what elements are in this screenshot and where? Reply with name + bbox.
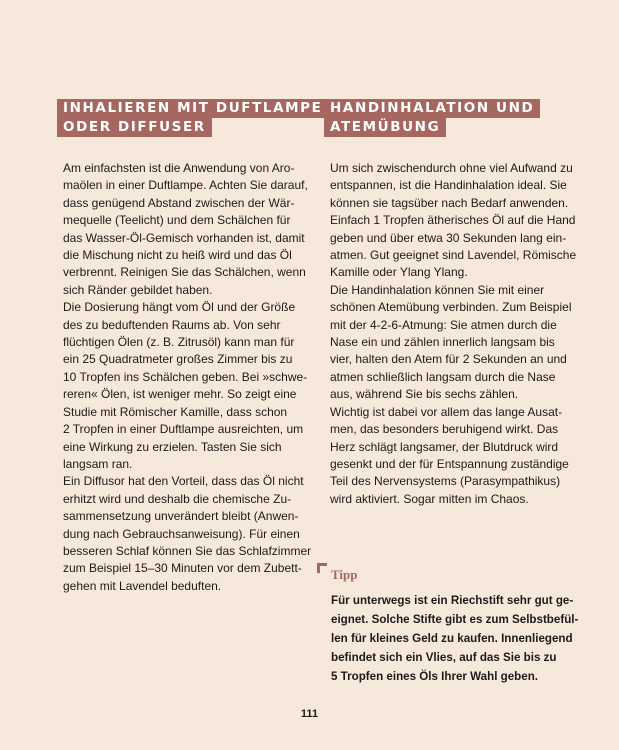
text-line: schönen Atemübung verbinden. Zum Beispiel	[330, 300, 572, 315]
text-line: Am einfachsten ist die Anwendung von Aro-	[63, 161, 295, 175]
text-line: ein 25 Quadratmeter großes Zimmer bis zu	[63, 352, 293, 367]
text-line: das Wasser-Öl-Gemisch vorhanden ist, damit	[63, 230, 305, 245]
text-line: atmen. Gut geeignet sind Lavendel, Römische	[330, 248, 577, 263]
text-line: reren« Ölen, ist weniger mehr. So zeigt eine	[63, 387, 297, 402]
right-heading-line-1: HANDINHALATION UND	[324, 99, 540, 118]
text-line: 2 Tropfen in einer Duftlampe ausreichten, um	[63, 422, 304, 437]
text-line: können sie tagsüber nach Bedarf anwenden.	[330, 195, 569, 210]
text-line: Um sich zwischendurch ohne viel Aufwand zu	[330, 161, 573, 175]
text-line: sich Ränder gebildet haben.	[63, 282, 213, 297]
text-line: gehen mit Lavendel beduften.	[63, 578, 222, 593]
text-line: Die Dosierung hängt vom Öl und der Größe	[63, 300, 296, 315]
left-column-text	[63, 160, 311, 595]
tipp-box-text	[331, 591, 578, 686]
left-section-heading	[57, 99, 329, 137]
text-line: atmen schließlich langsam durch die Nase	[330, 369, 556, 384]
text-line: 10 Tropfen ins Schälchen geben. Bei »schwe-	[63, 369, 308, 384]
text-line: geben und über etwa 30 Sekunden lang ein-	[330, 230, 567, 245]
left-heading-line-1: INHALIEREN MIT DUFTLAMPE	[57, 99, 329, 118]
text-line: dung nach Gebrauchsanweisung). Für einen	[63, 526, 300, 541]
text-line: eine Wirkung zu erzielen. Tasten Sie sich	[63, 439, 282, 454]
text-line: aus, während Sie bis sechs zählen.	[330, 387, 519, 402]
text-line: mit der 4-2-6-Atmung: Sie atmen durch die	[330, 317, 557, 332]
left-heading-line-2: ODER DIFFUSER	[57, 118, 212, 137]
tipp-corner-mark	[317, 563, 327, 573]
text-line: des zu beduftenden Raums ab. Von sehr	[63, 317, 281, 332]
text-line: men, das besonders beruhigend wirkt. Das	[330, 422, 559, 437]
right-section-heading	[324, 99, 540, 137]
text-line: vier, halten den Atem für 2 Sekunden an und	[330, 352, 567, 367]
text-line: sammensetzung unverändert bleibt (Anwen-	[63, 509, 299, 524]
text-line: Wichtig ist dabei vor allem das lange Ausat-	[330, 404, 563, 419]
text-line: Nase ein und zählen innerlich langsam bis	[330, 335, 555, 350]
tipp-line: eignet. Solche Stifte gibt es zum Selbstbefül-	[331, 613, 579, 626]
text-line: langsam ran.	[63, 456, 133, 471]
text-line: zum Beispiel 15–30 Minuten vor dem Zubett-	[63, 561, 302, 576]
text-line: Ein Diffusor hat den Vorteil, dass das Öl nicht	[63, 474, 304, 489]
text-line: Teil des Nervensystems (Parasympathikus)	[330, 474, 561, 489]
tipp-line: 5 Tropfen eines Öls Ihrer Wahl geben.	[331, 670, 539, 683]
right-column-text	[330, 160, 576, 508]
text-line: flüchtigen Ölen (z. B. Zitrusöl) kann man für	[63, 335, 295, 350]
text-line: besseren Schlaf können Sie das Schlafzimmer	[63, 543, 312, 558]
tipp-line: befindet sich ein Vlies, auf das Sie bis zu	[331, 651, 557, 664]
text-line: Einfach 1 Tropfen ätherisches Öl auf die Hand	[330, 213, 576, 228]
text-line: maölen in einer Duftlampe. Achten Sie darauf,	[63, 178, 308, 193]
text-line: verbrennt. Reinigen Sie das Schälchen, wenn	[63, 265, 306, 280]
text-line: entspannen, ist die Handinhalation ideal. Sie	[330, 178, 567, 193]
text-line: Die Handinhalation können Sie mit einer	[330, 282, 545, 297]
page-number: 111	[300, 708, 319, 720]
tipp-title: Tipp	[331, 567, 358, 582]
text-line: Studie mit Römischer Kamille, dass schon	[63, 404, 288, 419]
text-line: mequelle (Teelicht) und dem Schälchen für	[63, 213, 291, 228]
text-line: dass genügend Abstand zwischen der Wär-	[63, 195, 295, 210]
tipp-line: Für unterwegs ist ein Riechstift sehr gut ge-	[331, 594, 574, 607]
right-heading-line-2: ATEMÜBUNG	[324, 118, 446, 137]
text-line: Herz schlägt langsamer, der Blutdruck wird	[330, 439, 559, 454]
tipp-line: len für kleines Geld zu kaufen. Innenliegend	[331, 632, 573, 645]
text-line: die Mischung nicht zu heiß wird und das Öl	[63, 248, 292, 263]
text-line: gesenkt und der für Entspannung zuständige	[330, 456, 569, 471]
text-line: Kamille oder Ylang Ylang.	[330, 265, 468, 280]
text-line: erhitzt wird und deshalb die chemische Zu-	[63, 491, 292, 506]
text-line: wird aktiviert. Sogar mitten im Chaos.	[330, 491, 529, 506]
